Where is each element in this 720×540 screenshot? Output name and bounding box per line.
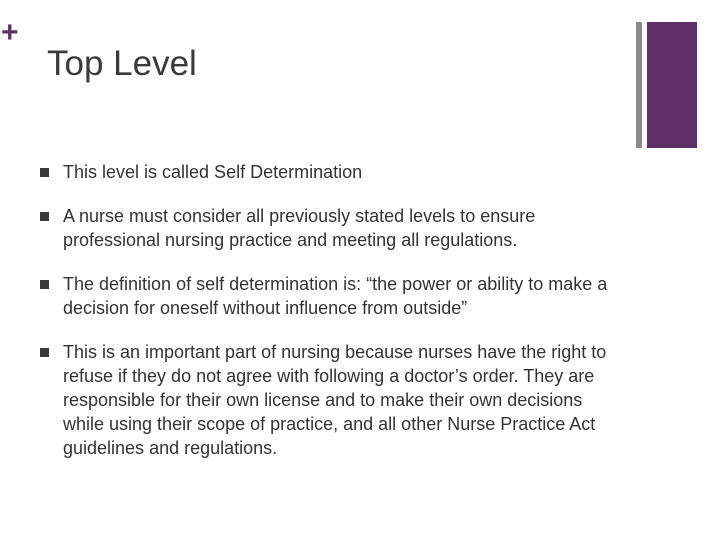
slide-title: Top Level	[47, 44, 197, 83]
plus-decoration-icon: +	[1, 16, 19, 49]
square-bullet-icon	[40, 348, 49, 357]
accent-divider-line	[636, 22, 642, 148]
bullet-item	[40, 272, 625, 320]
square-bullet-icon	[40, 280, 49, 289]
bullet-text: This level is called Self Determination	[63, 162, 363, 182]
bullet-text: This is an important part of nursing because nurses have the right to refuse if they do not agree with following a doctor’s order. They are responsible for their own license and to make their own decisions while using their scope of practice, and all other Nurse Practice Act guidelines and regulations.	[63, 342, 607, 458]
bullet-list	[40, 160, 625, 480]
square-bullet-icon	[40, 168, 49, 177]
square-bullet-icon	[40, 212, 49, 221]
bullet-item	[40, 160, 625, 184]
bullet-text: The definition of self determination is: “the power or ability to make a decision for oneself without influence from outside”	[63, 274, 608, 318]
bullet-item	[40, 204, 625, 252]
bullet-item	[40, 340, 625, 460]
bullet-text: A nurse must consider all previously stated levels to ensure professional nursing practice and meeting all regulations.	[63, 206, 536, 250]
accent-color-block	[647, 22, 697, 148]
